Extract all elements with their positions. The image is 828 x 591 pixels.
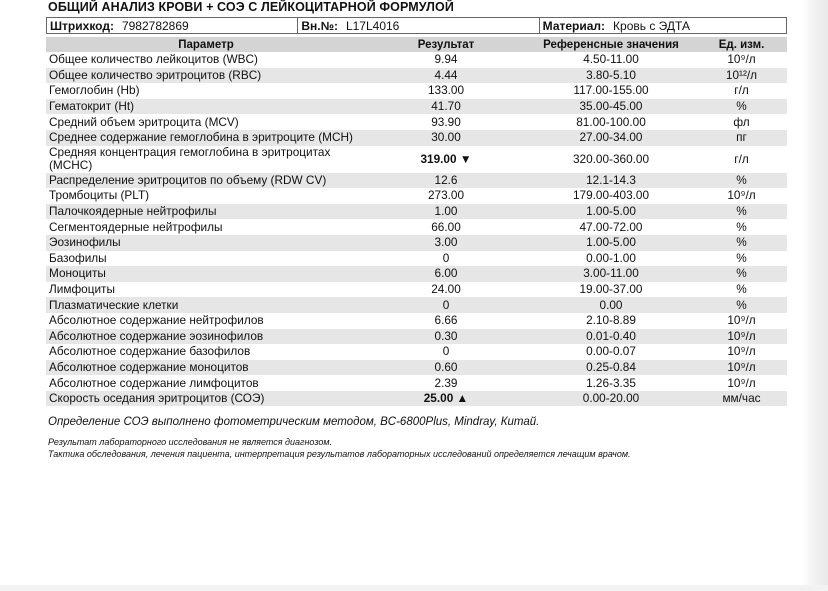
cell-unit: 10⁹/л xyxy=(727,344,756,359)
cell-unit: 10⁹/л xyxy=(727,375,756,390)
table-row xyxy=(46,52,787,68)
table-row xyxy=(46,360,787,376)
table-row xyxy=(46,99,787,115)
cell-reference: 0.01-0.40 xyxy=(526,329,696,345)
cell-parameter: Плазматические клетки xyxy=(46,297,366,313)
cell-result: 1.00 xyxy=(366,204,526,220)
cell-reference: 35.00-45.00 xyxy=(526,99,696,115)
disclaimer-line-2: Тактика обследования, лечения пациента, интерпретация результатов лабораторных исследований определяется лечащим врачом. xyxy=(48,449,631,459)
cell-reference: 117.00-155.00 xyxy=(573,83,649,98)
cell-unit: 10¹²/л xyxy=(696,68,787,84)
column-header-parameter: Параметр xyxy=(46,37,366,52)
table-row xyxy=(46,130,787,146)
table-row xyxy=(46,329,787,345)
page-edge-shadow xyxy=(802,0,828,591)
table-row xyxy=(46,344,787,360)
cell-result: 9.94 xyxy=(434,52,458,67)
cell-reference: 0.25-0.84 xyxy=(526,360,696,376)
cell-unit: мм/час xyxy=(696,391,787,407)
cell-unit: 10⁹/л xyxy=(696,329,787,345)
table-row xyxy=(46,68,787,84)
cell-result: 93.90 xyxy=(431,114,461,129)
table-row xyxy=(46,391,787,407)
cell-parameter: Сегментоядерные нейтрофилы xyxy=(49,219,223,234)
cell-reference: 1.00-5.00 xyxy=(526,235,696,251)
cell-unit: пг xyxy=(696,130,787,146)
cell-reference: 320.00-360.00 xyxy=(572,151,650,166)
cell-unit: 10⁹/л xyxy=(727,313,756,328)
cell-unit: г/л xyxy=(734,151,749,166)
cell-parameter: Общее количество эритроцитов (RBC) xyxy=(46,68,366,84)
table-row xyxy=(46,204,787,220)
cell-unit: % xyxy=(696,173,787,189)
cell-unit: % xyxy=(696,235,787,251)
cell-reference: 27.00-34.00 xyxy=(526,130,696,146)
table-row xyxy=(46,114,787,130)
cell-result: 0 xyxy=(442,344,450,359)
cell-unit: 10⁹/л xyxy=(727,188,756,203)
cell-parameter: Моноциты xyxy=(46,266,366,282)
cell-parameter: Абсолютное содержание базофилов xyxy=(49,344,251,359)
cell-result: 2.39 xyxy=(434,375,458,390)
cell-unit: % xyxy=(696,204,787,220)
cell-parameter: Абсолютное содержание моноцитов xyxy=(46,360,366,376)
cell-unit: % xyxy=(736,250,747,265)
vn-value: L17L4016 xyxy=(345,18,400,33)
cell-result: 0.60 xyxy=(366,360,526,376)
method-note: Определение СОЭ выполнено фотометрическим методом, BC-6800Plus, Mindray, Китай. xyxy=(48,416,540,428)
cell-reference: 1.26-3.35 xyxy=(586,375,636,390)
table-row xyxy=(46,235,787,251)
cell-parameter: Тромбоциты (PLT) xyxy=(49,188,150,203)
sample-info-bar xyxy=(46,17,787,34)
cell-reference: 2.10-8.89 xyxy=(586,313,636,328)
report-title: ОБЩИЙ АНАЛИЗ КРОВИ + СОЭ С ЛЕЙКОЦИТАРНОЙ ФОРМУЛОЙ xyxy=(48,0,454,14)
cell-reference: 1.00-5.00 xyxy=(526,204,696,220)
disclaimer-line-1: Результат лабораторного исследования не является диагнозом. xyxy=(48,437,333,447)
table-row xyxy=(46,188,787,204)
cell-unit: % xyxy=(736,282,747,297)
cell-parameter: Общее количество лейкоцитов (WBC) xyxy=(49,52,258,67)
cell-parameter: Эозинофилы xyxy=(46,235,366,251)
column-header-result: Результат xyxy=(366,37,526,52)
barcode-cell xyxy=(47,18,298,33)
cell-parameter: Скорость оседания эритроцитов (СОЭ) xyxy=(46,391,366,407)
table-row xyxy=(46,146,787,173)
page-bottom-edge xyxy=(0,585,828,591)
column-header-unit: Ед. изм. xyxy=(696,37,787,52)
cell-parameter: Абсолютное содержание лимфоцитов xyxy=(49,375,259,390)
vn-label: Вн.№: xyxy=(301,18,338,33)
cell-unit: % xyxy=(696,99,787,115)
cell-result: 273.00 xyxy=(427,188,465,203)
cell-result: 6.00 xyxy=(366,266,526,282)
cell-reference: 0.00-0.07 xyxy=(586,344,636,359)
table-row xyxy=(46,375,787,391)
cell-reference: 47.00-72.00 xyxy=(579,219,643,234)
cell-result: 319.00 ▼ xyxy=(420,151,472,166)
cell-result: 133.00 xyxy=(427,83,465,98)
cell-result: 30.00 xyxy=(366,130,526,146)
material-cell xyxy=(540,18,786,33)
cell-reference: 19.00-37.00 xyxy=(579,282,643,297)
material-label: Материал: xyxy=(542,18,606,33)
cell-reference: 3.00-11.00 xyxy=(526,266,696,282)
table-row xyxy=(46,313,787,329)
cell-reference: 0.00-1.00 xyxy=(586,250,636,265)
table-row xyxy=(46,173,787,189)
cell-unit: 10⁹/л xyxy=(696,360,787,376)
cell-parameter: Гемоглобин (Hb) xyxy=(49,83,140,98)
barcode-value: 7982782869 xyxy=(121,18,189,33)
cell-reference: 179.00-403.00 xyxy=(572,188,650,203)
cell-parameter: Палочкоядерные нейтрофилы xyxy=(46,204,366,220)
cell-result: 41.70 xyxy=(366,99,526,115)
cell-parameter: Абсолютное содержание нейтрофилов xyxy=(49,313,264,328)
cell-unit: г/л xyxy=(734,83,749,98)
cell-parameter: Средняя концентрация гемоглобина в эритроцитах (MCHC) xyxy=(49,145,331,173)
material-value: Кровь с ЭДТА xyxy=(613,18,690,33)
cell-result: 0 xyxy=(442,250,450,265)
cell-parameter: Абсолютное содержание эозинофилов xyxy=(46,329,366,345)
cell-result: 66.00 xyxy=(431,219,461,234)
cell-unit: 10⁹/л xyxy=(727,52,756,67)
cell-unit: % xyxy=(696,266,787,282)
table-row xyxy=(46,83,787,99)
cell-reference: 0.00 xyxy=(526,297,696,313)
cell-result: 0.30 xyxy=(366,329,526,345)
cell-reference: 12.1-14.3 xyxy=(526,173,696,189)
cell-parameter: Средний объем эритроцита (MCV) xyxy=(49,114,239,129)
cell-parameter: Гематокрит (Ht) xyxy=(46,99,366,115)
cell-result: 6.66 xyxy=(434,313,458,328)
cell-unit: % xyxy=(696,297,787,313)
cell-reference: 81.00-100.00 xyxy=(576,114,646,129)
column-header-reference: Референсные значения xyxy=(526,37,696,52)
barcode-label: Штрихкод: xyxy=(50,18,114,33)
cell-result: 3.00 xyxy=(366,235,526,251)
cell-parameter: Среднее содержание гемоглобина в эритроците (MCH) xyxy=(46,130,366,146)
cell-parameter: Лимфоциты xyxy=(49,282,115,297)
table-row xyxy=(46,282,787,298)
table-header-row xyxy=(46,37,787,52)
cell-reference: 0.00-20.00 xyxy=(526,391,696,407)
results-table xyxy=(46,37,787,406)
table-row xyxy=(46,219,787,235)
cell-unit: % xyxy=(736,219,747,234)
cell-result: 4.44 xyxy=(366,68,526,84)
cell-unit: фл xyxy=(733,114,750,129)
cell-reference: 3.80-5.10 xyxy=(526,68,696,84)
table-row xyxy=(46,251,787,267)
cell-parameter: Базофилы xyxy=(49,250,107,265)
table-row xyxy=(46,297,787,313)
cell-result: 12.6 xyxy=(366,173,526,189)
vn-cell xyxy=(298,18,539,33)
cell-parameter: Распределение эритроцитов по объему (RDW CV) xyxy=(46,173,366,189)
cell-reference: 4.50-11.00 xyxy=(583,52,639,67)
cell-result: 0 xyxy=(366,297,526,313)
cell-result: 25.00 ▲ xyxy=(366,391,526,407)
cell-result: 24.00 xyxy=(431,282,461,297)
table-row xyxy=(46,266,787,282)
